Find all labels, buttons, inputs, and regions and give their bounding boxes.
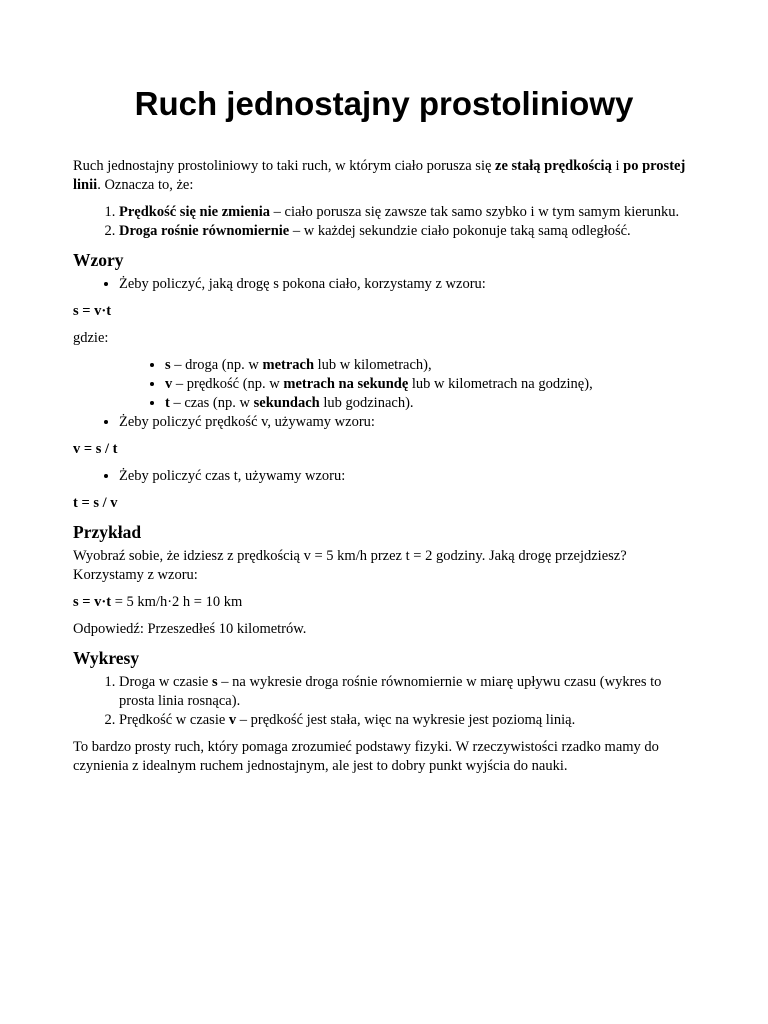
intro-text-3: . Oznacza to, że: bbox=[97, 177, 194, 193]
section-heading-wzory: Wzory bbox=[73, 250, 124, 270]
list-item bbox=[119, 711, 693, 730]
list-item bbox=[119, 673, 693, 711]
variable-symbol: t bbox=[165, 395, 170, 411]
calc-values: = 5 km/h·2 h = 10 km bbox=[111, 594, 243, 610]
spacer bbox=[73, 432, 693, 440]
variable-symbol: s bbox=[165, 357, 171, 373]
variable-text: lub godzinach). bbox=[319, 395, 414, 411]
list-item bbox=[119, 203, 693, 222]
property-text: – w każdej sekundzie ciało pokonuje taką samą odległość. bbox=[289, 223, 631, 239]
intro-text-1: Ruch jednostajny prostoliniowy to taki ruch, w którym ciało porusza się bbox=[73, 158, 496, 174]
variable-unit: metrach na sekundę bbox=[283, 376, 409, 392]
variable-text: lub w kilometrach na godzinę), bbox=[408, 376, 593, 392]
variables-list bbox=[119, 356, 693, 413]
list-item bbox=[119, 222, 693, 241]
variable-text: – droga (np. w bbox=[170, 357, 263, 373]
closing-paragraph: To bardzo prosty ruch, który pomaga zrozumieć podstawy fizyki. W rzeczywistości rzadko mamy do czynienia z idealnym ruchem jednostajnym, ale jest to dobry punkt wyjścia do nauki. bbox=[73, 739, 659, 774]
example-paragraph: Wyobraź sobie, że idziesz z prędkością v = 5 km/h przez t = 2 godziny. Jaką drogę przejdziesz? Korzystamy z wzoru: bbox=[73, 548, 627, 583]
list-item bbox=[165, 394, 693, 413]
variables-outer-list bbox=[73, 356, 693, 432]
intro-text-2: i bbox=[611, 158, 624, 174]
graph-text: – prędkość jest stała, więc na wykresie jest poziomą linią. bbox=[236, 712, 576, 728]
example-answer: Odpowiedź: Przeszedłeś 10 kilometrów. bbox=[73, 621, 307, 637]
where-label: gdzie: bbox=[73, 330, 109, 346]
graph-text: Droga w czasie bbox=[119, 674, 212, 690]
graph-text: Prędkość w czasie bbox=[119, 712, 229, 728]
document-body bbox=[73, 157, 693, 784]
list-item: • Żeby policzyć prędkość v, używamy wzoru: bbox=[119, 413, 693, 432]
formula-velocity: v = s / t bbox=[73, 441, 118, 457]
variable-unit: sekundach bbox=[253, 395, 320, 411]
intro-paragraph bbox=[73, 157, 693, 195]
properties-list bbox=[73, 203, 693, 241]
graph-symbol: v bbox=[228, 712, 237, 728]
variable-unit: metrach bbox=[262, 357, 315, 373]
variable-text: – prędkość (np. w bbox=[172, 376, 284, 392]
example-calculation bbox=[73, 593, 693, 612]
graph-text: – na wykresie droga rośnie równomiernie w miarę upływu czasu (wykres to prosta linia rosnąca). bbox=[119, 674, 662, 709]
intro-bold-1: ze stałą prędkością bbox=[495, 158, 612, 174]
page-title: Ruch jednostajny prostoliniowy bbox=[134, 85, 634, 122]
property-bold: Droga rośnie równomiernie bbox=[119, 223, 290, 239]
section-heading-przyklad: Przykład bbox=[73, 522, 142, 542]
section-heading-wykresy: Wykresy bbox=[73, 648, 140, 668]
list-item: • Żeby policzyć czas t, używamy wzoru: bbox=[119, 467, 693, 486]
list-item bbox=[165, 375, 693, 394]
list-item bbox=[119, 356, 693, 413]
formula-distance: s = v·t bbox=[73, 303, 112, 319]
variable-text: – czas (np. w bbox=[169, 395, 254, 411]
list-item: • Żeby policzyć, jaką drogę s pokona ciało, korzystamy z wzoru: bbox=[119, 275, 693, 294]
list-item bbox=[165, 356, 693, 375]
formula-bullet-list-3 bbox=[73, 467, 693, 486]
graphs-list bbox=[73, 673, 693, 730]
graph-symbol: s bbox=[212, 674, 218, 690]
variable-text: lub w kilometrach), bbox=[314, 357, 432, 373]
intro-bold-2: po prostej linii bbox=[73, 158, 686, 193]
formula-bullet-list-1 bbox=[73, 275, 693, 294]
property-text: – ciało porusza się zawsze tak samo szybko i w tym samym kierunku. bbox=[270, 204, 680, 220]
variable-symbol: v bbox=[165, 376, 173, 392]
calc-formula: s = v·t bbox=[73, 594, 112, 610]
property-bold: Prędkość się nie zmienia bbox=[119, 204, 271, 220]
formula-time: t = s / v bbox=[73, 495, 118, 511]
